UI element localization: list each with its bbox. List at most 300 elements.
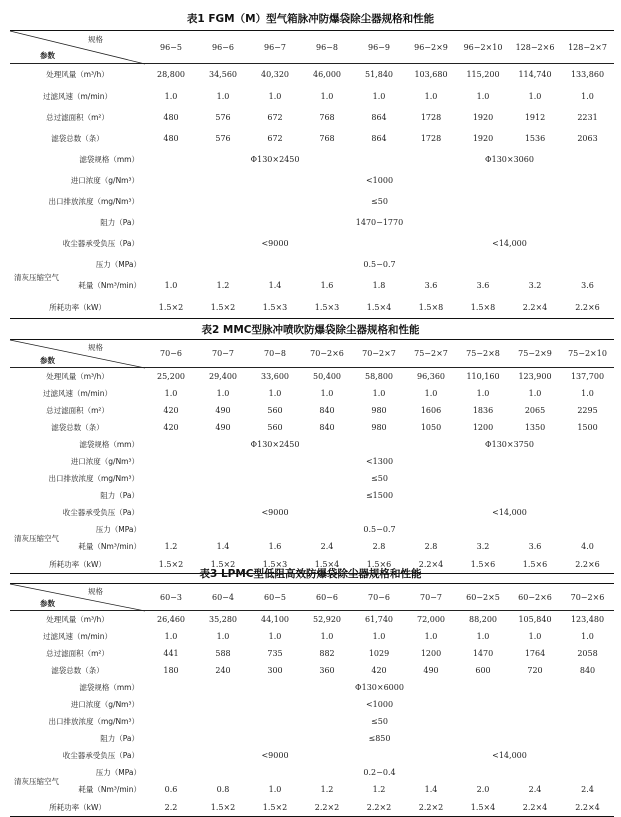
row-label: 滤袋规格（mm） <box>79 682 139 692</box>
table-cell: 72,000 <box>417 614 445 624</box>
table2-model: 75−2×10 <box>561 340 614 368</box>
row-label <box>10 254 145 282</box>
table3-spec-label: 规格 <box>88 587 103 596</box>
table-cell: 35,280 <box>209 614 237 624</box>
row-label: 耗量（Nm³/min） <box>78 542 141 551</box>
table-cell: 133,860 <box>570 70 605 80</box>
table-cell: 1.4 <box>424 785 438 794</box>
table-cell: 1.0 <box>528 631 542 641</box>
table-cell: <9000 <box>261 238 289 248</box>
table-row <box>10 628 614 645</box>
row-label: 进口浓度（g/Nm³） <box>70 699 139 709</box>
table-cell: 29,400 <box>209 371 237 381</box>
row-label: 收尘器承受负压（Pa） <box>62 238 139 248</box>
table1-corner-cell <box>10 31 145 64</box>
row-label: 总过滤面积（m²） <box>46 112 109 122</box>
table-row <box>10 504 614 521</box>
table-cell: 52,920 <box>313 614 341 624</box>
table-row <box>10 764 614 781</box>
table-row <box>10 521 614 538</box>
table-cell: 490 <box>215 422 231 432</box>
table-cell: 1536 <box>524 133 546 143</box>
table-row <box>10 538 614 556</box>
table-cell: <14,000 <box>492 507 527 517</box>
table-cell: 420 <box>163 405 179 415</box>
table-cell: 1.0 <box>268 388 282 398</box>
row-label: 滤袋规格（mm） <box>79 154 139 164</box>
row-label: 过滤风速（m/min） <box>43 631 112 641</box>
table1-model: 96−2×9 <box>405 31 457 64</box>
table-row <box>10 212 614 233</box>
row-label: 耗量（Nm³/min） <box>78 785 141 794</box>
table-cell: 1.2 <box>320 785 334 794</box>
table-cell: 2.2×2 <box>301 799 353 817</box>
table-row <box>10 419 614 436</box>
table-row <box>10 611 614 628</box>
table-row <box>10 170 614 191</box>
row-label: 总过滤面积（m²） <box>46 648 109 658</box>
row-label: 收尘器承受负压（Pa） <box>62 750 139 760</box>
table-cell: 2065 <box>524 405 546 415</box>
row-label: 所耗功率（kW） <box>10 297 145 319</box>
table-cell: 1.0 <box>216 91 230 101</box>
table-cell: 576 <box>215 112 231 122</box>
table-cell: 1.0 <box>372 388 386 398</box>
table-cell: 1.5×8 <box>457 297 509 319</box>
table2-param-label: 参数 <box>40 356 55 365</box>
table-cell: 1.2 <box>164 542 178 551</box>
table3-model: 70−2×6 <box>561 584 614 611</box>
table1-title: 表1 FGM（M）型气箱脉冲防爆袋除尘器规格和性能 <box>186 13 435 25</box>
table1-spec-label: 规格 <box>88 35 103 44</box>
table-cell: 1.5×6 <box>509 556 561 574</box>
table-cell: 490 <box>423 665 439 675</box>
table-cell: 0.8 <box>216 785 230 794</box>
table3-model: 60−2×6 <box>509 584 561 611</box>
table-cell: 768 <box>319 112 335 122</box>
table-cell: 1.0 <box>372 91 386 101</box>
table-cell: 840 <box>579 665 596 675</box>
table-row <box>10 730 614 747</box>
table-cell: <1000 <box>365 699 394 709</box>
table-cell: 1.6 <box>268 542 282 551</box>
row-label: 滤袋总数（条） <box>51 133 104 143</box>
table-cell: ≤50 <box>371 473 388 483</box>
table-row <box>10 645 614 662</box>
table1-model: 96−5 <box>145 31 197 64</box>
table2-title: 表2 MMC型脉冲喷吹防爆袋除尘器规格和性能 <box>201 324 420 336</box>
table-cell: <9000 <box>261 507 289 517</box>
table2-model: 70−2×6 <box>301 340 353 368</box>
table-cell: 1920 <box>472 112 494 122</box>
table-cell: 180 <box>163 665 179 675</box>
table-row <box>10 470 614 487</box>
table-cell: 1200 <box>472 422 494 432</box>
table1 <box>10 30 614 319</box>
table-cell: 1920 <box>472 133 494 143</box>
table2-model: 70−7 <box>197 340 249 368</box>
table-cell: 1.5×2 <box>197 799 249 817</box>
table-cell: 2.2×4 <box>405 556 457 574</box>
table-cell: 672 <box>267 112 283 122</box>
table-cell: 672 <box>267 133 283 143</box>
table-cell: 44,100 <box>261 614 289 624</box>
table-cell: ≤1500 <box>365 490 394 500</box>
table-row <box>10 402 614 419</box>
table-row <box>10 275 614 297</box>
row-label: 出口排放浓度（mg/Nm³） <box>48 473 139 483</box>
table-cell: 1912 <box>524 112 546 122</box>
table-cell: 33,600 <box>261 371 289 381</box>
table1-header-row <box>10 31 614 64</box>
table-row <box>10 713 614 730</box>
table-cell: 1.0 <box>581 91 594 101</box>
table-cell: 40,320 <box>261 70 289 80</box>
table-cell: 1.8 <box>372 281 386 290</box>
table-row <box>10 679 614 696</box>
table-cell: 2.4 <box>528 785 542 794</box>
table-row <box>10 436 614 453</box>
table-cell: 2.2×6 <box>561 556 614 574</box>
table-cell: 2063 <box>577 133 598 143</box>
table-cell: 1.5×3 <box>249 297 301 319</box>
table-cell: 1.0 <box>164 388 178 398</box>
table-cell: 1.0 <box>268 631 282 641</box>
row-label: 处理风量（m³/h） <box>46 614 109 624</box>
table-cell: 3.6 <box>581 281 594 290</box>
table-cell: <14,000 <box>492 750 527 760</box>
table-cell: 1728 <box>420 133 442 143</box>
table-cell: 4.0 <box>581 542 594 551</box>
table-cell: 1470−1770 <box>355 217 404 227</box>
table2-model: 70−2×7 <box>353 340 405 368</box>
row-label: 总过滤面积（m²） <box>46 405 109 415</box>
table1-model: 96−9 <box>353 31 405 64</box>
table-cell: 1200 <box>420 648 442 658</box>
table-cell: 1.0 <box>476 91 490 101</box>
table-cell: <14,000 <box>492 238 527 248</box>
table-cell: 980 <box>371 422 387 432</box>
table-cell: 1500 <box>577 422 598 432</box>
table-row <box>10 781 614 799</box>
table-cell: 3.2 <box>476 542 490 551</box>
table-cell: 1.5×4 <box>353 297 405 319</box>
table-cell: 1.5×2 <box>197 556 249 574</box>
table-cell: 2295 <box>577 405 598 415</box>
table-row <box>10 86 614 107</box>
table-cell: 1.4 <box>268 281 282 290</box>
table-cell: 110,160 <box>466 371 500 381</box>
table-row <box>10 453 614 470</box>
row-label: 耗量（Nm³/min） <box>78 281 141 290</box>
table-cell: 560 <box>267 405 283 415</box>
table-cell: 1.0 <box>581 388 594 398</box>
table-cell: 51,840 <box>365 70 393 80</box>
table-cell: 1.6 <box>320 281 334 290</box>
table-cell: 360 <box>319 665 335 675</box>
row-label: 收尘器承受负压（Pa） <box>62 507 139 517</box>
table-cell: 1.0 <box>320 631 334 641</box>
table-cell: 1350 <box>524 422 546 432</box>
table-cell: 0.5−0.7 <box>363 259 396 269</box>
table-row <box>10 487 614 504</box>
table-cell: 105,840 <box>518 614 552 624</box>
row-label: 出口排放浓度（mg/Nm³） <box>48 196 139 206</box>
table-cell: 1.0 <box>424 388 438 398</box>
table-cell: 1.0 <box>268 91 282 101</box>
table-cell: 2.4 <box>320 542 334 551</box>
table-cell: 1.0 <box>528 388 542 398</box>
table-cell: 88,200 <box>469 614 497 624</box>
table-cell: 1.5×2 <box>249 799 301 817</box>
table-row <box>10 64 614 86</box>
table-row <box>10 107 614 128</box>
table-cell: 25,200 <box>157 371 185 381</box>
table-cell: 1.5×8 <box>405 297 457 319</box>
table3-model: 60−2×5 <box>457 584 509 611</box>
table-cell: 864 <box>371 112 387 122</box>
table-cell: 735 <box>267 648 283 658</box>
table3-header-row <box>10 584 614 611</box>
table-cell: 61,740 <box>365 614 393 624</box>
row-label: 出口排放浓度（mg/Nm³） <box>48 716 139 726</box>
table-row <box>10 368 614 385</box>
table-cell: 882 <box>319 648 335 658</box>
table-cell: 114,740 <box>518 70 552 80</box>
table-cell: 1.0 <box>164 281 178 290</box>
table-cell: 1.0 <box>528 91 542 101</box>
table-cell: 588 <box>215 648 231 658</box>
table-cell: 1728 <box>420 112 442 122</box>
table-cell: ≤50 <box>371 716 388 726</box>
table-cell: <9000 <box>261 750 289 760</box>
table-cell: 103,680 <box>414 70 448 80</box>
table3-param-label: 参数 <box>40 599 55 608</box>
table-cell: 2.8 <box>372 542 386 551</box>
table-cell: 137,700 <box>570 371 605 381</box>
table-cell: 420 <box>371 665 387 675</box>
pressure-label: 压力（MPa） <box>95 259 141 269</box>
table-cell: 96,360 <box>417 371 445 381</box>
table-cell: ≤50 <box>371 196 388 206</box>
row-label <box>10 521 145 543</box>
table-cell: 240 <box>215 665 231 675</box>
table-cell: 1.5×3 <box>249 556 301 574</box>
table2-model: 70−6 <box>145 340 197 368</box>
table3-title: 表3 LPMC型低阻高效防爆袋除尘器规格和性能 <box>199 568 422 580</box>
table2-model: 75−2×8 <box>457 340 509 368</box>
table-cell: 1606 <box>420 405 442 415</box>
row-label: 阻力（Pa） <box>100 217 139 227</box>
table-cell: <1300 <box>365 456 394 466</box>
table-cell: 441 <box>163 648 179 658</box>
table2-model: 70−8 <box>249 340 301 368</box>
table-cell: 1.5×6 <box>457 556 509 574</box>
table-cell: 2.2×4 <box>509 297 561 319</box>
table-cell: 1.2 <box>372 785 386 794</box>
pressure-label: 压力（MPa） <box>95 767 141 777</box>
table-cell: 1.0 <box>320 91 334 101</box>
table1-model: 128−2×6 <box>509 31 561 64</box>
row-label: 阻力（Pa） <box>100 490 139 500</box>
table-cell: 1836 <box>472 405 494 415</box>
table-cell: 1764 <box>524 648 546 658</box>
table2-model: 75−2×9 <box>509 340 561 368</box>
table-cell: 720 <box>527 665 543 675</box>
row-label: 所耗功率（kW） <box>10 799 145 817</box>
table-row <box>10 297 614 319</box>
table-row <box>10 662 614 679</box>
table-cell: 1.5×2 <box>197 297 249 319</box>
table-row <box>10 191 614 212</box>
table-cell: 576 <box>215 133 231 143</box>
table3 <box>10 583 614 817</box>
table-cell: 28,800 <box>157 70 185 80</box>
table-cell: 1.5×4 <box>457 799 509 817</box>
table-row <box>10 233 614 254</box>
table-cell: <1000 <box>365 175 394 185</box>
table3-model: 70−7 <box>405 584 457 611</box>
table-cell: 1.5×2 <box>145 297 197 319</box>
table1-param-label: 参数 <box>40 51 55 60</box>
table-cell: 123,480 <box>570 614 605 624</box>
table-cell: 1.5×2 <box>145 556 197 574</box>
row-label: 滤袋规格（mm） <box>79 439 139 449</box>
table-cell: 2058 <box>577 648 598 658</box>
table3-corner-cell <box>10 584 145 611</box>
table3-diagonal-line <box>10 584 145 611</box>
table3-model: 60−3 <box>145 584 197 611</box>
row-label: 进口浓度（g/Nm³） <box>70 175 139 185</box>
table-cell: 2.2 <box>145 799 197 817</box>
table-cell: 560 <box>267 422 283 432</box>
table-cell: 1.0 <box>320 388 334 398</box>
table-cell: 1.0 <box>476 631 490 641</box>
table-row <box>10 747 614 764</box>
table-cell: 1.5×6 <box>353 556 405 574</box>
table-cell: 2.0 <box>476 785 490 794</box>
row-label: 滤袋总数（条） <box>51 422 104 432</box>
table-cell: 1.0 <box>216 631 230 641</box>
row-label: 过滤风速（m/min） <box>43 91 112 101</box>
row-label: 处理风量（m³/h） <box>46 371 109 381</box>
table-cell: Φ130×3750 <box>485 439 534 449</box>
row-label: 阻力（Pa） <box>100 733 139 743</box>
table-cell: 2231 <box>577 112 598 122</box>
row-label: 滤袋总数（条） <box>51 665 104 675</box>
table-cell: 420 <box>163 422 179 432</box>
table1-model: 96−6 <box>197 31 249 64</box>
table-cell: 34,560 <box>209 70 237 80</box>
table-row <box>10 696 614 713</box>
table1-model: 96−8 <box>301 31 353 64</box>
table-cell: 2.2×6 <box>561 297 614 319</box>
table-cell: 2.2×4 <box>561 799 614 817</box>
table-cell: 0.5−0.7 <box>363 524 396 534</box>
table1-model: 96−7 <box>249 31 301 64</box>
table2 <box>10 339 614 574</box>
table-cell: 840 <box>319 422 335 432</box>
table-cell: 3.6 <box>528 542 542 551</box>
table-row <box>10 385 614 402</box>
table-cell: 980 <box>371 405 387 415</box>
table-row <box>10 128 614 149</box>
table-cell: 3.6 <box>424 281 438 290</box>
table-cell: 1.0 <box>581 631 594 641</box>
table-cell: 1.0 <box>164 631 178 641</box>
row-label: 过滤风速（m/min） <box>43 388 112 398</box>
table-cell: Φ130×6000 <box>355 682 404 692</box>
table-cell: 1.0 <box>424 631 438 641</box>
table1-diagonal-line <box>10 31 145 64</box>
table2-spec-label: 规格 <box>88 343 103 352</box>
cleaning-air-label: 清灰压缩空气 <box>14 776 59 786</box>
cleaning-air-label: 清灰压缩空气 <box>14 272 59 282</box>
table-cell: 2.2×2 <box>353 799 405 817</box>
table-cell: Φ130×2450 <box>250 439 300 449</box>
table1-model: 96−2×10 <box>457 31 509 64</box>
table2-header-row <box>10 340 614 368</box>
table-cell: 58,800 <box>365 371 393 381</box>
table-cell: 1029 <box>368 648 390 658</box>
table-cell: 480 <box>163 112 179 122</box>
row-label: 处理风量（m³/h） <box>46 70 109 80</box>
table-cell: 50,400 <box>313 371 341 381</box>
table3-model: 60−4 <box>197 584 249 611</box>
table-cell: 0.6 <box>164 785 178 794</box>
table-cell: 2.2×2 <box>405 799 457 817</box>
table-cell: 1.5×3 <box>301 297 353 319</box>
table-cell: Φ130×2450 <box>250 154 300 164</box>
table-cell: 46,000 <box>313 70 341 80</box>
table-cell: 1470 <box>472 648 494 658</box>
table-cell: 2.2×4 <box>509 799 561 817</box>
table-cell: 123,900 <box>518 371 552 381</box>
table-cell: 2.8 <box>424 542 438 551</box>
table3-model: 70−6 <box>353 584 405 611</box>
table-cell: 490 <box>215 405 231 415</box>
table-cell: 1.4 <box>216 542 230 551</box>
table2-diagonal-line <box>10 340 145 368</box>
row-label: 进口浓度（g/Nm³） <box>70 456 139 466</box>
table-cell: 1.5×4 <box>301 556 353 574</box>
table-cell: 600 <box>475 665 491 675</box>
table-cell: 0.2−0.4 <box>363 767 396 777</box>
table-cell: Φ130×3060 <box>485 154 534 164</box>
table-cell: 480 <box>163 133 179 143</box>
row-label <box>10 764 145 786</box>
table-cell: 1.2 <box>216 281 230 290</box>
table-cell: 26,460 <box>157 614 185 624</box>
table2-model: 75−2×7 <box>405 340 457 368</box>
table-cell: 840 <box>319 405 335 415</box>
table-cell: 115,200 <box>466 70 500 80</box>
table-cell: 864 <box>371 133 387 143</box>
table-cell: 3.2 <box>528 281 542 290</box>
table-cell: 3.6 <box>476 281 490 290</box>
table1-model: 128−2×7 <box>561 31 614 64</box>
table-row <box>10 799 614 817</box>
table-row <box>10 149 614 170</box>
table-cell: 300 <box>267 665 283 675</box>
table-cell: 1050 <box>420 422 442 432</box>
table2-corner-cell <box>10 340 145 368</box>
table3-model: 60−5 <box>249 584 301 611</box>
table-cell: 1.0 <box>476 388 490 398</box>
table-row <box>10 254 614 275</box>
table-cell: 768 <box>319 133 335 143</box>
table3-model: 60−6 <box>301 584 353 611</box>
